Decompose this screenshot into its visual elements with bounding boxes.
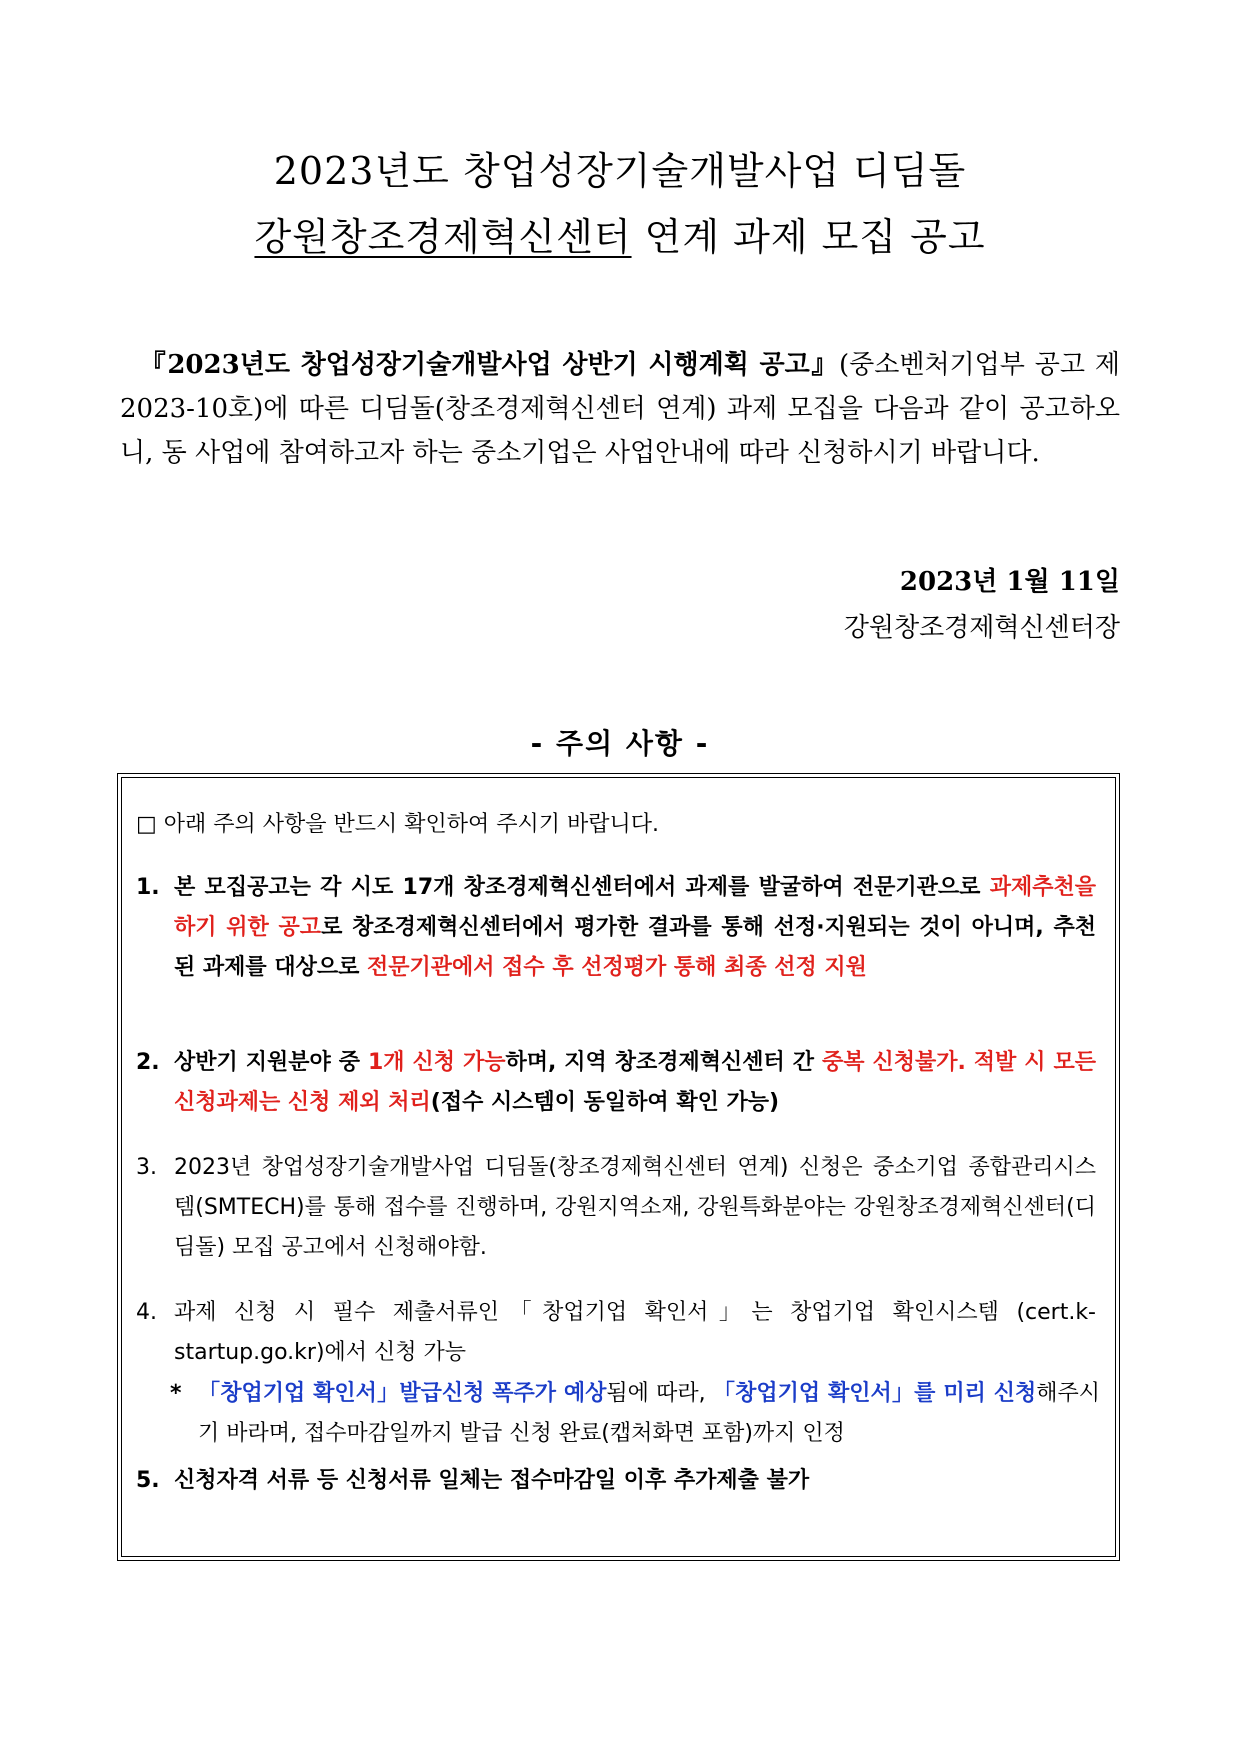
title-line-2 [0,206,1240,261]
item-number: 5. [136,1468,160,1493]
note-asterisk: * [170,1381,182,1406]
note-text-part: 됨에 따라, [606,1381,713,1406]
note-text [198,1374,1100,1454]
announcement-date: 2023년 1월 11일 [899,567,1120,597]
item-highlight-red: 전문기관에서 접수 후 선정평가 통해 최종 선정 지원 [367,955,867,980]
item-text-part: (접수 시스템이 동일하여 확인 가능) [430,1090,780,1115]
notice-item-3 [136,1148,1096,1268]
title-line-1: 2023년도 창업성장기술개발사업 디딤돌 [273,149,967,193]
item-text [174,868,1096,988]
item-number: 1. [136,875,160,900]
item-highlight-red: 중복 신청불가. 적발 시 모든 신청과제는 신청 제외 처리 [174,1050,1096,1115]
notice-checkbox-line: □ 아래 주의 사항을 반드시 확인하여 주시기 바랍니다. [136,812,660,837]
notice-item-5 [136,1461,1096,1501]
item-number: 3. [136,1155,157,1180]
announcer-name: 강원창조경제혁신센터장 [843,613,1120,643]
item-text-part: 상반기 지원분야 중 [174,1050,368,1075]
item-text-part: 본 모집공고는 각 시도 17개 창조경제혁신센터에서 과제를 발굴하여 전문기관으로 [174,875,990,900]
note-highlight-blue: 「창업기업 확인서」를 미리 신청 [712,1381,1037,1406]
notice-item-2 [136,1043,1096,1123]
item-text-part: 하며, 지역 창조경제혁신센터 간 [505,1050,822,1075]
item-highlight-red: 과제추천을 하기 위한 공고 [174,875,1096,940]
item-text: 과제 신청 시 필수 제출서류인「창업기업 확인서」는 창업기업 확인시스템 (cert.k-startup.go.kr)에서 신청 가능 [174,1300,1096,1365]
intro-bold: 『2023년도 창업성장기술개발사업 상반기 시행계획 공고』 [139,350,839,380]
title-line-2-rest: 연계 과제 모집 공고 [631,215,986,259]
notice-item-4 [136,1293,1096,1373]
notice-item-4-note [170,1374,1100,1454]
item-highlight-red: 1개 신청 가능 [367,1050,506,1075]
item-number: 4. [136,1300,157,1325]
item-number: 2. [136,1050,160,1075]
title-center-name: 강원창조경제혁신센터 [254,215,632,259]
notice-heading: - 주의 사항 - [530,727,710,760]
notice-item-1 [136,868,1096,988]
item-text-part: 로 창조경제혁신센터에서 평가한 결과를 통해 선정·지원되는 것이 아니며, 추천된 과제를 대상으로 [174,915,1096,980]
item-text [174,1043,1096,1123]
notice-box [121,777,1116,1557]
item-text: 2023년 창업성장기술개발사업 디딤돌(창조경제혁신센터 연계) 신청은 중소기업 종합관리시스템(SMTECH)를 통해 접수를 진행하며, 강원지역소재, 강원특화분야는 강원창조경제혁신센터(디딤돌) 모집 공고에서 신청해야함. [174,1155,1096,1260]
intro-rest: (중소벤처기업부 공고 제2023-10호)에 따른 디딤돌(창조경제혁신센터 연계) 과제 모집을 다음과 같이 공고하오니, 동 사업에 참여하고자 하는 중소기업은 사업안내에 따라 신청하시기 바랍니다. [120,350,1120,468]
item-text: 신청자격 서류 등 신청서류 일체는 접수마감일 이후 추가제출 불가 [174,1468,810,1493]
note-text-part: 해주시기 바라며, 접수마감일까지 발급 신청 완료(캡처화면 포함)까지 인정 [198,1381,1100,1446]
intro-paragraph [120,343,1120,475]
note-highlight-blue: 「창업기업 확인서」발급신청 폭주가 예상 [198,1381,607,1406]
